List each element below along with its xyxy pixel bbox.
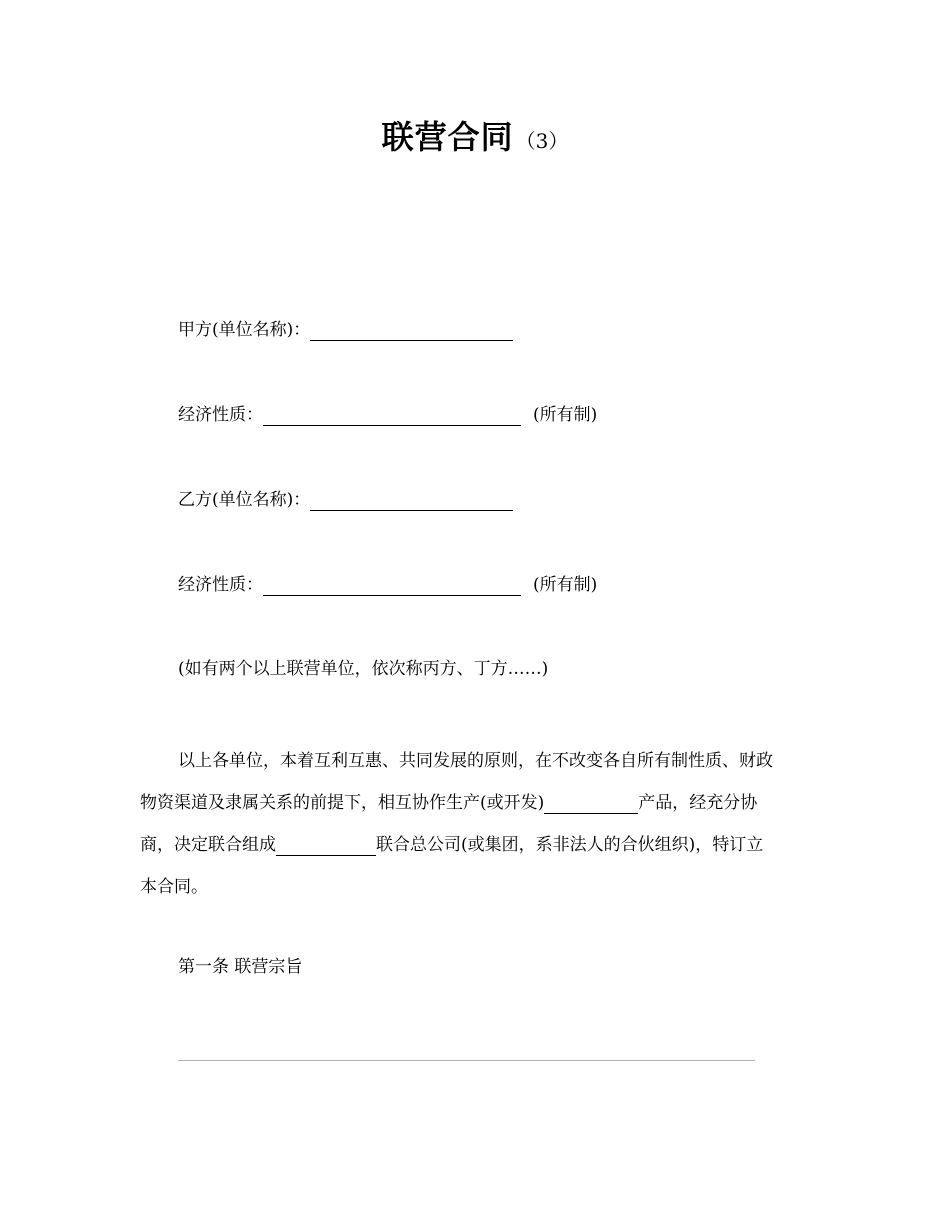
- party-a-nature-label: 经济性质：: [178, 405, 263, 425]
- party-b-nature-blank[interactable]: [263, 575, 521, 596]
- party-b-line: [178, 488, 513, 512]
- preamble-line-3-start: 商，决定联合组成: [140, 835, 276, 855]
- party-a-name-blank[interactable]: [310, 320, 513, 341]
- preamble-line-3: [140, 824, 812, 866]
- preamble-line-2-end: 产品，经充分协: [638, 793, 758, 813]
- footer-divider: [178, 1060, 755, 1061]
- party-a-line: [178, 318, 513, 342]
- party-a-nature-blank[interactable]: [263, 405, 521, 426]
- party-b-name-blank[interactable]: [310, 490, 513, 511]
- additional-parties-note: (如有两个以上联营单位，依次称丙方、丁方……): [178, 659, 549, 679]
- party-a-nature-line: [178, 403, 597, 427]
- product-name-blank[interactable]: [544, 793, 638, 814]
- company-name-blank[interactable]: [276, 835, 376, 856]
- preamble-line-4: 本合同。: [140, 877, 208, 897]
- party-a-label: 甲方(单位名称)：: [178, 320, 311, 340]
- party-b-ownership-suffix: (所有制): [533, 575, 598, 595]
- party-b-label: 乙方(单位名称)：: [178, 490, 311, 510]
- preamble-line-3-end: 联合总公司(或集团，系非法人的合伙组织)，特订立: [376, 835, 764, 855]
- party-b-nature-line: [178, 573, 597, 597]
- article-1-heading: 第一条 联营宗旨: [178, 957, 303, 977]
- title-main: 联营合同: [381, 118, 514, 156]
- preamble-line-2: [140, 782, 812, 824]
- title-number: （3）: [515, 129, 569, 153]
- party-a-ownership-suffix: (所有制): [533, 405, 598, 425]
- preamble-line-2-start: 物资渠道及隶属关系的前提下，相互协作生产(或开发): [140, 793, 545, 813]
- document-title: [0, 112, 950, 158]
- preamble-paragraph: [140, 740, 812, 908]
- preamble-line-1: 以上各单位，本着互利互惠、共同发展的原则，在不改变各自所有制性质、财政: [178, 751, 773, 771]
- party-b-nature-label: 经济性质：: [178, 575, 263, 595]
